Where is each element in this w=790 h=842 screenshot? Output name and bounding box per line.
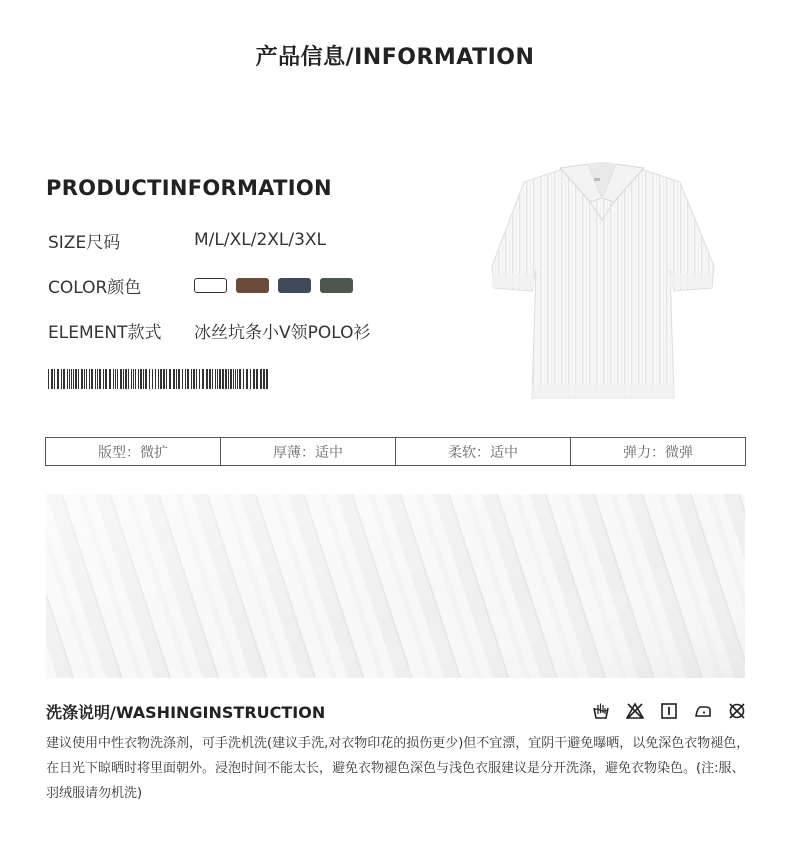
page-title: 产品信息/INFORMATION <box>255 45 535 70</box>
color-label: COLOR颜色 <box>48 277 142 298</box>
element-value: 冰丝坑条小V领POLO衫 <box>194 322 371 343</box>
color-swatch-white <box>194 278 227 293</box>
polo-shirt-image <box>484 158 720 402</box>
washing-instructions-text: 建议使用中性衣物洗涤剂，可手洗机洗(建议手洗,对衣物印花的损伤更少)但不宜漂，宜阴干避免曝晒，以免深色衣物褪色，在日光下晾晒时将里面朝外。浸泡时间不能太长，避免衣物褪色深色与浅色衣服建议是分开洗涤，避免衣物染色。(注:服、羽绒服请勿机洗) <box>46 736 750 801</box>
washing-title: 洗涤说明/WASHINGINSTRUCTION <box>46 703 326 722</box>
color-row <box>48 273 353 297</box>
color-swatches <box>194 278 353 293</box>
attribute-softness: 柔软：适中 <box>396 438 571 465</box>
color-swatch-brown <box>236 278 269 293</box>
fabric-closeup-image <box>46 494 745 678</box>
element-label: ELEMENT款式 <box>48 322 162 343</box>
attribute-thickness: 厚薄：适中 <box>221 438 396 465</box>
size-row <box>48 228 326 252</box>
color-swatch-green <box>320 278 353 293</box>
attributes-table <box>45 437 746 466</box>
care-icons <box>592 702 746 720</box>
size-value: M/L/XL/2XL/3XL <box>194 230 327 250</box>
no-dry-clean-icon <box>728 702 746 720</box>
element-row <box>48 318 371 342</box>
hand-wash-icon <box>592 702 610 720</box>
line-dry-icon <box>660 702 678 720</box>
barcode-graphic <box>48 369 272 389</box>
size-label: SIZE尺码 <box>48 232 121 253</box>
attribute-fit: 版型：微扩 <box>46 438 221 465</box>
iron-low-icon <box>694 702 712 720</box>
product-info-title: PRODUCTINFORMATION <box>46 176 332 200</box>
attribute-elasticity: 弹力：微弹 <box>623 444 693 461</box>
no-bleach-icon <box>626 702 644 720</box>
color-swatch-navy <box>278 278 311 293</box>
